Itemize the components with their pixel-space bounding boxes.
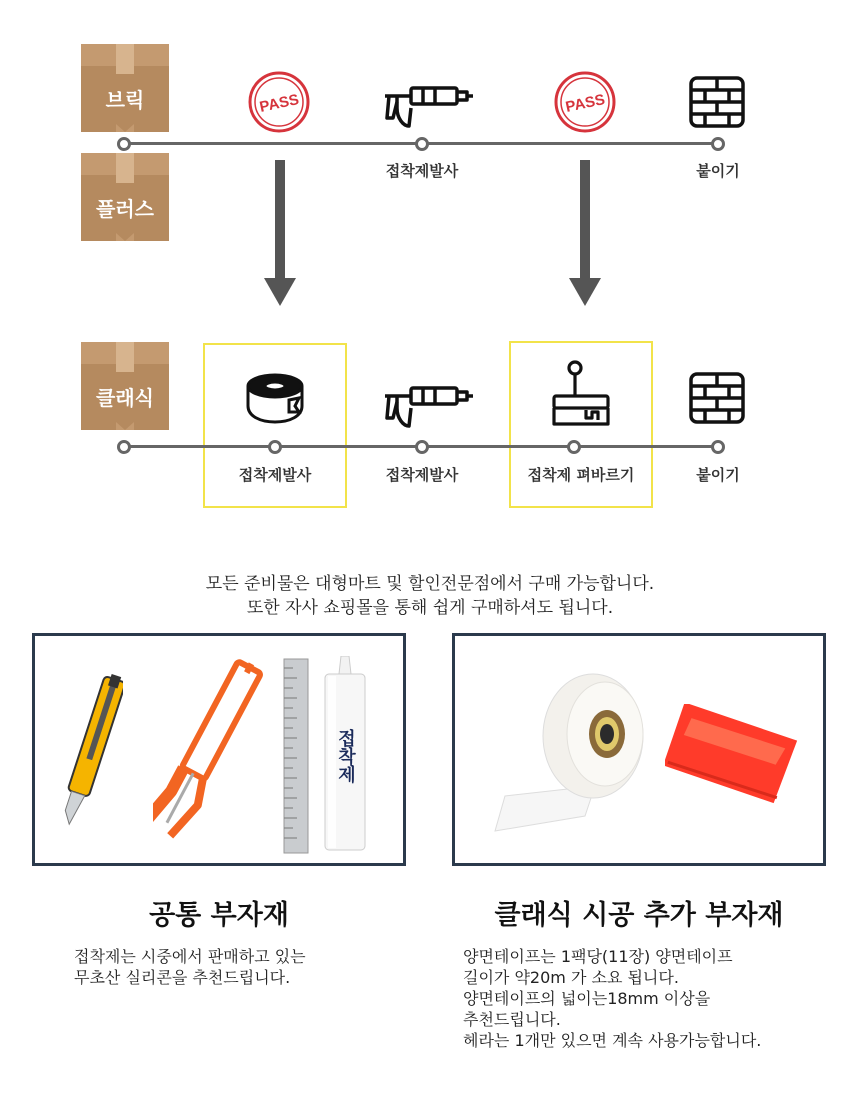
timeline-dot xyxy=(268,440,282,454)
down-arrow-shaft xyxy=(580,160,590,280)
classic-materials-text: 양면테이프는 1팩당(11장) 양면테이프 길이가 약20m 가 소요 됩니다. 양면테이프의 넓이는18mm 이상을 추천드립니다. 헤라는 1개만 있으면 계속 사용가능합니다. xyxy=(463,947,762,1050)
box-label-brick: 브릭 xyxy=(105,88,145,112)
down-arrow-icon xyxy=(569,278,601,306)
timeline-dot xyxy=(415,137,429,151)
pass-stamp-text: PASS xyxy=(564,91,607,116)
tape-roll-icon xyxy=(245,372,305,424)
paint-roller-icon xyxy=(550,358,612,428)
step-label-bottom-3: 접착제 펴바르기 xyxy=(527,466,635,484)
step-label-bottom-4: 붙이기 xyxy=(696,466,740,484)
box-brick xyxy=(81,44,169,132)
intro-line-1: 모든 준비물은 대형마트 및 할인전문점에서 구매 가능합니다. xyxy=(205,574,655,594)
common-materials-title: 공통 부자재 xyxy=(149,900,289,931)
step-label-bottom-2: 접착제발사 xyxy=(385,466,459,484)
box-classic xyxy=(81,342,169,430)
common-materials-panel xyxy=(32,633,406,866)
classic-materials-panel xyxy=(452,633,826,866)
caulking-gun-tool-icon xyxy=(153,654,263,854)
down-arrow-icon xyxy=(264,278,296,306)
ruler-icon xyxy=(283,658,309,854)
squeegee-icon xyxy=(665,704,805,804)
sealant-tube-label: 접착제 xyxy=(335,729,356,783)
classic-materials-title: 클래식 시공 추가 부자재 xyxy=(494,900,784,931)
caulking-gun-icon xyxy=(383,78,475,130)
box-plus xyxy=(81,153,169,241)
timeline-dot xyxy=(711,440,725,454)
utility-knife-icon xyxy=(63,666,123,836)
sealant-tube xyxy=(323,656,367,852)
double-sided-tape-icon xyxy=(475,666,655,846)
timeline-dot xyxy=(415,440,429,454)
intro-line-2: 또한 자사 쇼핑몰을 통해 쉽게 구매하셔도 됩니다. xyxy=(246,598,614,618)
pass-stamp-icon xyxy=(553,70,617,134)
timeline-dot xyxy=(567,440,581,454)
timeline-dot xyxy=(117,440,131,454)
box-label-plus: 플러스 xyxy=(96,197,154,221)
down-arrow-shaft xyxy=(275,160,285,280)
pass-stamp-text: PASS xyxy=(258,91,301,116)
pass-stamp-icon xyxy=(247,70,311,134)
step-label-bottom-1: 접착제발사 xyxy=(238,466,312,484)
box-label-classic: 클래식 xyxy=(96,386,154,410)
brick-wall-icon xyxy=(689,76,745,128)
brick-wall-icon xyxy=(689,372,745,424)
timeline-dot xyxy=(711,137,725,151)
step-label-top-4: 붙이기 xyxy=(696,162,740,180)
timeline-dot xyxy=(117,137,131,151)
caulking-gun-icon xyxy=(383,378,475,430)
common-materials-text: 접착제는 시중에서 판매하고 있는 무초산 실리콘을 추천드립니다. xyxy=(74,947,306,987)
step-label-top-2: 접착제발사 xyxy=(385,162,459,180)
